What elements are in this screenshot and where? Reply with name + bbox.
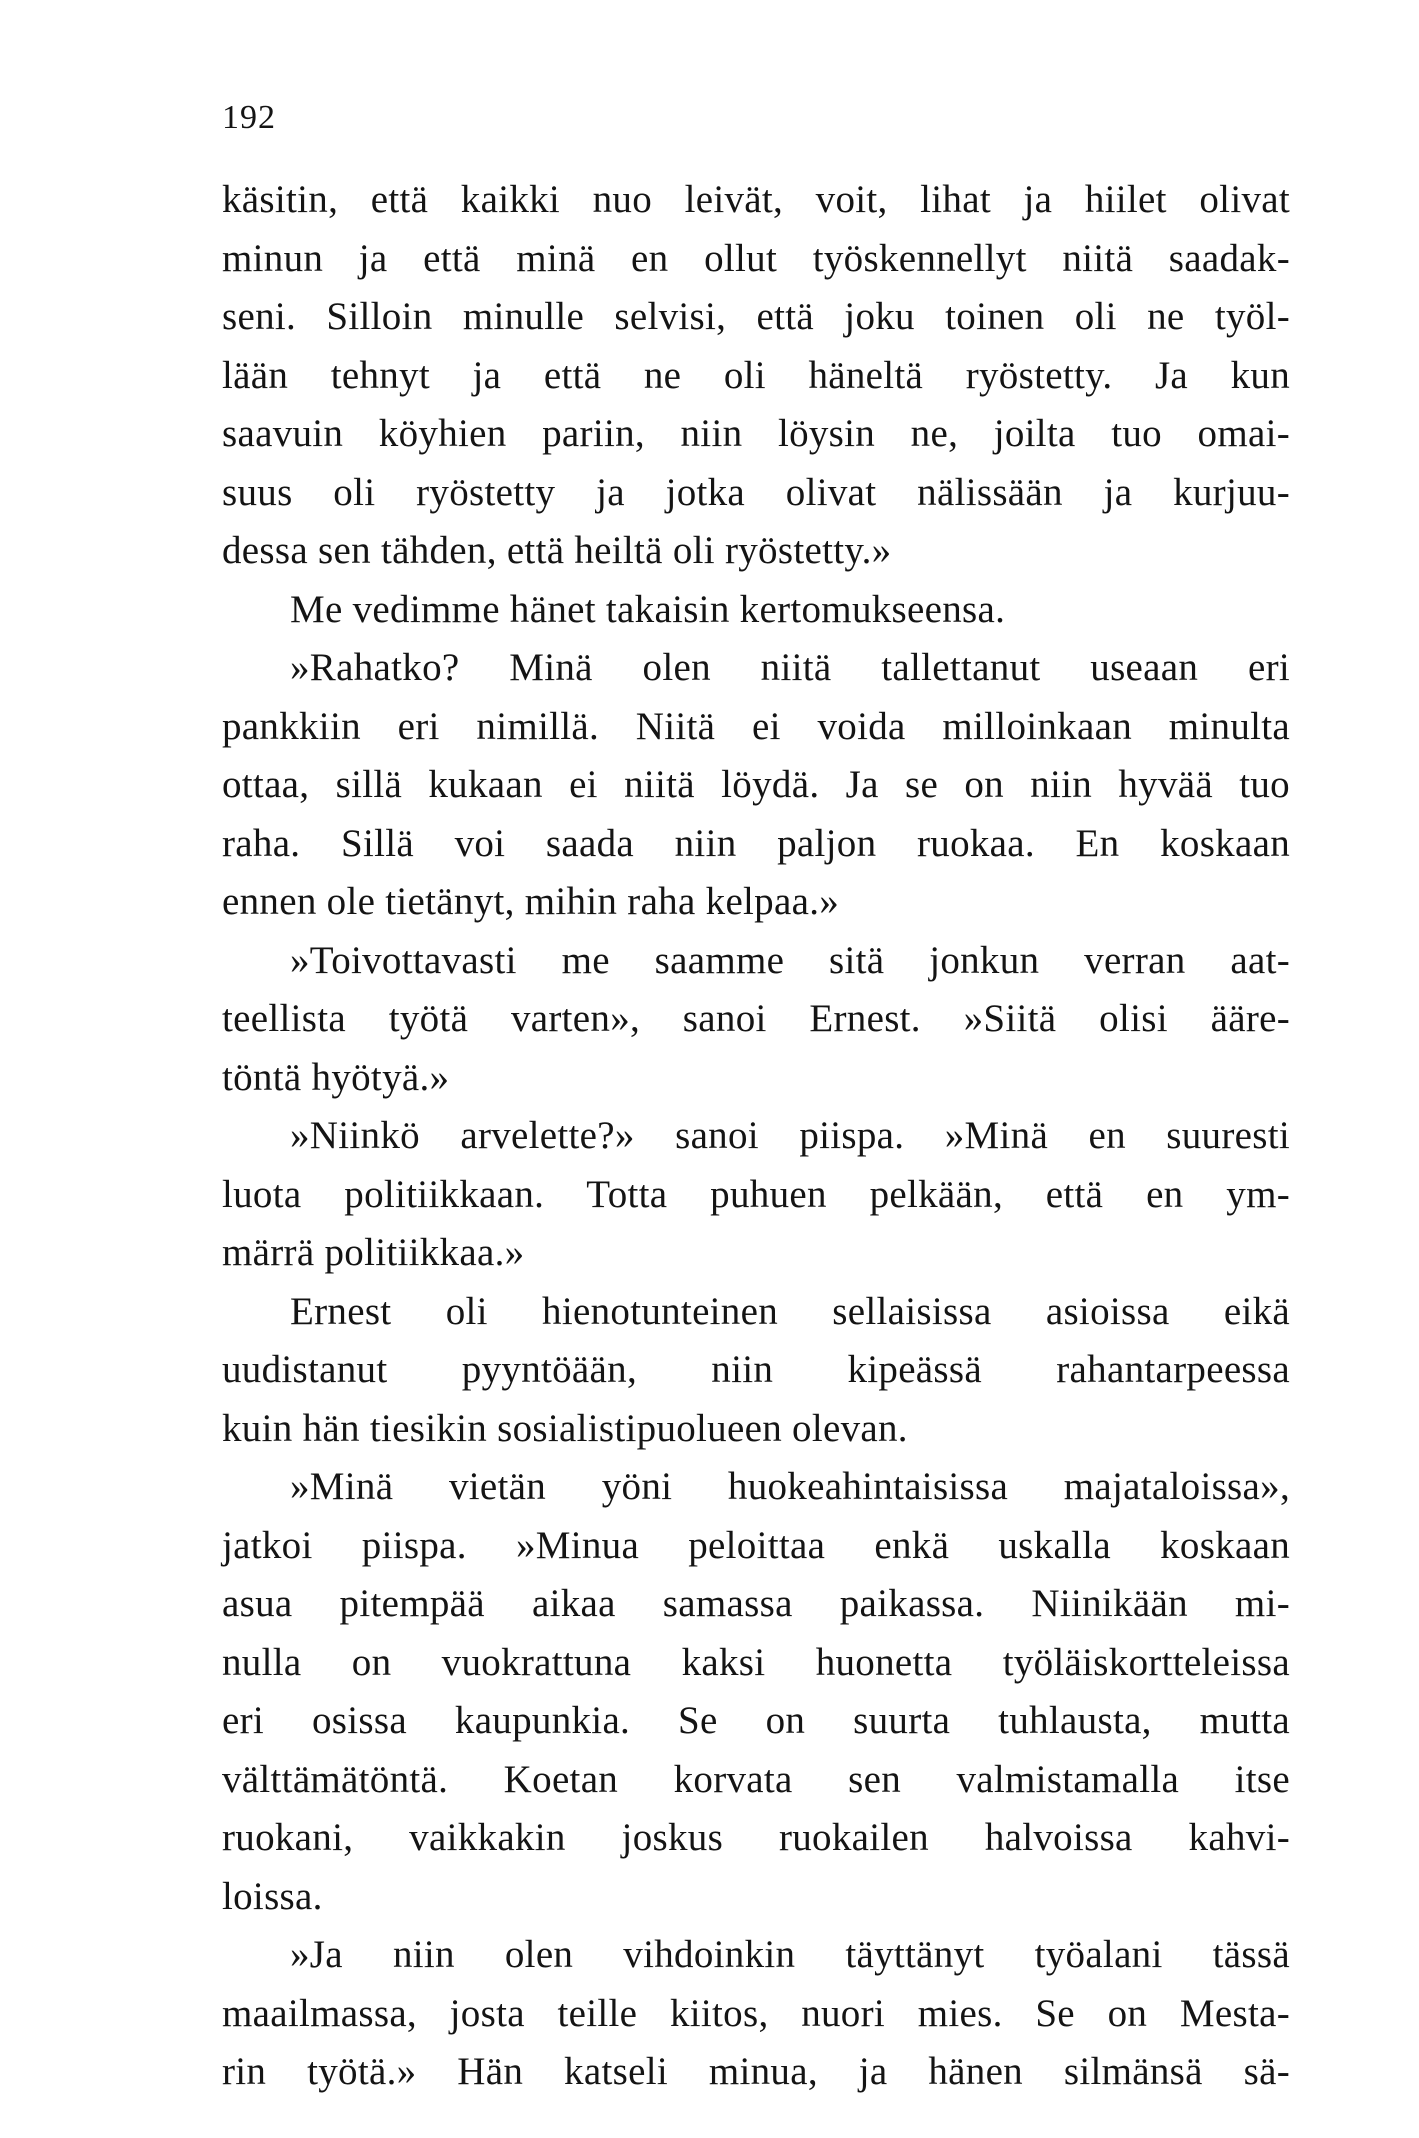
text-line: »Rahatko? Minä olen niitä tallettanut useaan eri (290, 646, 1290, 689)
text-line: »Niinkö arvelette?» sanoi piispa. »Minä en suuresti (290, 1114, 1290, 1157)
text-line: välttämätöntä. Koetan korvata sen valmistamalla itse (222, 1757, 1290, 1801)
text-line: eri osissa kaupunkia. Se on suurta tuhlausta, mutta (222, 1699, 1290, 1742)
text-line: pankkiin eri nimillä. Niitä ei voida milloinkaan minulta (222, 704, 1290, 748)
text-line: käsitin, että kaikki nuo leivät, voit, lihat ja hiilet olivat (222, 178, 1290, 221)
text-line: loissa. (222, 1874, 323, 1918)
text-line: asua pitempää aikaa samassa paikassa. Niinikään mi- (222, 1582, 1290, 1625)
text-line: teellista työtä varten», sanoi Ernest. »Siitä olisi ääre- (222, 997, 1290, 1040)
text-line: maailmassa, josta teille kiitos, nuori mies. Se on Mesta- (222, 1991, 1290, 2035)
text-line: jatkoi piispa. »Minua peloittaa enkä uskalla koskaan (222, 1523, 1290, 1567)
text-line: minun ja että minä en ollut työskennellyt niitä saadak- (222, 236, 1290, 280)
text-line: lään tehnyt ja että ne oli häneltä ryöstetty. Ja kun (222, 353, 1290, 397)
text-line: suus oli ryöstetty ja jotka olivat nälissään ja kurjuu- (222, 470, 1290, 514)
text-line: kuin hän tiesikin sosialistipuolueen olevan. (222, 1406, 908, 1450)
text-line: raha. Sillä voi saada niin paljon ruokaa. En koskaan (222, 821, 1290, 865)
text-line: seni. Silloin minulle selvisi, että joku toinen oli ne työl- (222, 295, 1290, 338)
text-line: märrä politiikkaa.» (222, 1231, 525, 1274)
text-line: dessa sen tähden, että heiltä oli ryöstetty.» (222, 529, 892, 572)
text-line: saavuin köyhien pariin, niin löysin ne, joilta tuo omai- (222, 412, 1290, 455)
text-line: ruokani, vaikkakin joskus ruokailen halvoissa kahvi- (222, 1816, 1290, 1859)
text-line: Me vedimme hänet takaisin kertomukseensa. (290, 587, 1006, 631)
text-line: rin työtä.» Hän katseli minua, ja hänen silmänsä sä- (222, 2050, 1290, 2093)
body-text (222, 171, 1290, 2102)
page-number: 192 (222, 99, 276, 136)
text-line: uudistanut pyyntöään, niin kipeässä rahantarpeessa (222, 1348, 1290, 1391)
text-line: töntä hyötyä.» (222, 1055, 450, 1099)
text-line: ennen ole tietänyt, mihin raha kelpaa.» (222, 880, 840, 923)
text-line: ottaa, sillä kukaan ei niitä löydä. Ja se on niin hyvää tuo (222, 763, 1290, 806)
text-line: »Ja niin olen vihdoinkin täyttänyt työalani tässä (290, 1933, 1290, 1976)
text-line: »Minä vietän yöni huokeahintaisissa majataloissa», (290, 1465, 1290, 1508)
text-line: Ernest oli hienotunteinen sellaisissa asioissa eikä (290, 1289, 1290, 1333)
text-line: luota politiikkaan. Totta puhuen pelkään, että en ym- (222, 1172, 1290, 1216)
text-line: nulla on vuokrattuna kaksi huonetta työläiskortteleissa (222, 1640, 1290, 1684)
text-line: »Toivottavasti me saamme sitä jonkun verran aat- (290, 938, 1290, 982)
